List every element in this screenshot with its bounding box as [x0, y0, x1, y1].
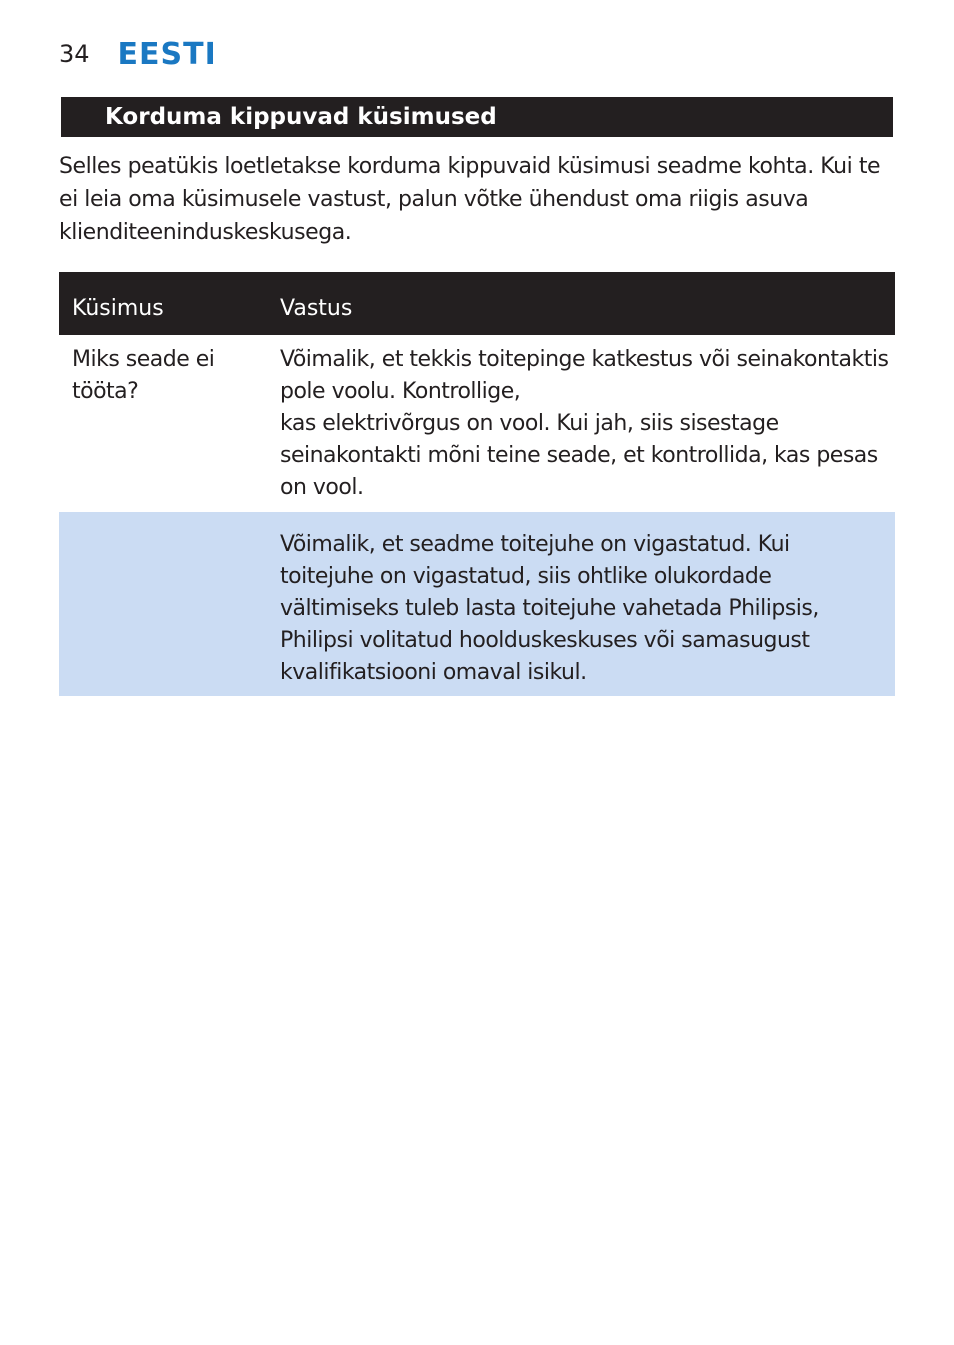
table-row [59, 335, 895, 512]
language-label: EESTI [117, 36, 217, 72]
answer-paragraph: Võimalik, et tekkis toitepinge katkestus või seinakontaktis pole voolu. Kontrollige, [280, 347, 889, 404]
column-header-question: Küsimus [59, 272, 268, 335]
section-title: Korduma kippuvad küsimused [105, 104, 497, 130]
answer-paragraph: kas elektrivõrgus on vool. Kui jah, siis sisestage seinakontakti mõni teine seade, et kontrollida, kas pesas on vool. [280, 411, 878, 500]
question-cell: Miks seade ei tööta? [72, 347, 215, 404]
column-header-answer: Vastus [268, 272, 895, 335]
answer-cell [268, 512, 895, 696]
intro-paragraph: Selles peatükis loetletakse korduma kippuvaid küsimusi seadme kohta. Kui te ei leia oma küsimusele vastust, palun võtke ühendust oma riigis asuva klienditeeninduskeskusega. [59, 154, 881, 245]
table-row [59, 512, 895, 696]
faq-table-header-row [59, 272, 895, 335]
answer-paragraph: Võimalik, et seadme toitejuhe on vigastatud. Kui toitejuhe on vigastatud, siis ohtlike olukordade vältimiseks tuleb lasta toitejuhe vahetada Philipsis, Philipsi volitatud hoolduskeskuses või samasugust kvalifikatsiooni omaval isikul. [280, 532, 819, 685]
faq-table [59, 272, 895, 696]
page-header [59, 36, 217, 72]
section-title-bar [61, 97, 893, 137]
page-number: 34 [59, 40, 90, 68]
answer-cell [268, 335, 895, 512]
question-cell [59, 512, 268, 696]
